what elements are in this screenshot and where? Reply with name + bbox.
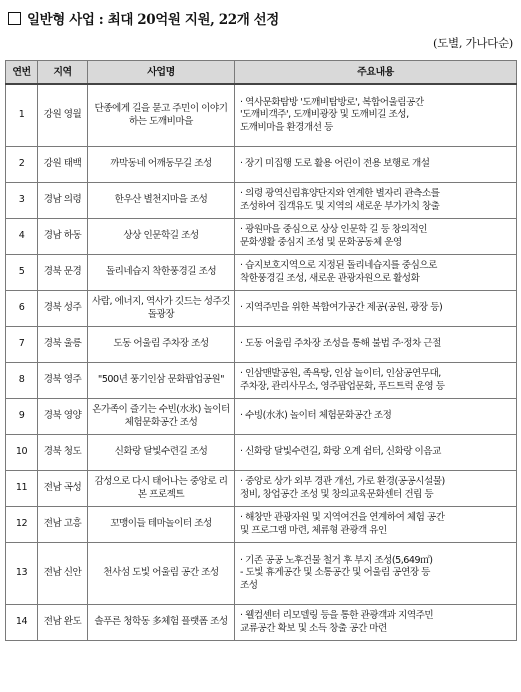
project-table [5, 60, 517, 641]
desc-line: - 도빛 휴게공간 및 소통공간 및 어울림 공연장 등 [240, 567, 430, 579]
cell-region: 경남 의령 [38, 183, 88, 219]
cell-name: 사람, 에너지, 역사가 깃드는 성주깃돌광장 [88, 291, 235, 327]
cell-no: 4 [6, 219, 38, 255]
cell-name: 천사섬 도빛 어울림 공간 조성 [88, 543, 235, 605]
cell-region: 경북 울릉 [38, 327, 88, 363]
cell-region: 전남 고흥 [38, 507, 88, 543]
section-heading [8, 8, 279, 28]
col-header-no: 연번 [6, 61, 38, 85]
desc-line: 및 프로그램 마련, 체류형 관광객 유인 [240, 524, 387, 536]
cell-region: 강원 영월 [38, 84, 88, 147]
table-row [6, 183, 517, 219]
col-header-name: 사업명 [88, 61, 235, 85]
cell-desc [235, 291, 517, 327]
table-row [6, 84, 517, 147]
cell-no: 3 [6, 183, 38, 219]
cell-name: 한우산 별천지마을 조성 [88, 183, 235, 219]
desc-line: 도깨비마을 환경개선 등 [240, 121, 333, 133]
cell-desc [235, 183, 517, 219]
cell-desc [235, 84, 517, 147]
checkbox-square-icon [8, 12, 21, 25]
desc-line: · 중앙로 상가 외부 경관 개선, 가로 환경(공공시설물) [240, 476, 445, 488]
cell-desc [235, 327, 517, 363]
desc-line: · 해창만 관광자원 및 지역여건을 연계하여 체험 공간 [240, 512, 445, 524]
cell-region: 경북 청도 [38, 435, 88, 471]
cell-region: 경북 성주 [38, 291, 88, 327]
desc-line: · 습지보호지역으로 지정된 돌리네습지를 중심으로 [240, 260, 437, 272]
cell-desc [235, 363, 517, 399]
table-row [6, 605, 517, 641]
desc-line: · 역사문화탐방 '도깨비탐방로', 복합어울림공간 [240, 96, 424, 108]
desc-line: · 신화랑 달빛수련길, 화랑 오계 쉼터, 신화랑 이음교 [240, 446, 441, 458]
cell-desc [235, 147, 517, 183]
desc-line: '도깨비객주', 도깨비광장 및 도깨비길 조성, [240, 109, 409, 121]
cell-desc [235, 471, 517, 507]
cell-no: 1 [6, 84, 38, 147]
cell-name: 단종에게 길을 묻고 주민이 이야기하는 도깨비마을 [88, 84, 235, 147]
cell-desc [235, 435, 517, 471]
cell-desc [235, 255, 517, 291]
cell-name: 꼬맹이들 테마놀이터 조성 [88, 507, 235, 543]
cell-no: 13 [6, 543, 38, 605]
desc-line: · 의령 광역신림휴양단지와 연계한 별자리 관측소를 [240, 188, 440, 200]
cell-region: 경북 영양 [38, 399, 88, 435]
table-body [6, 84, 517, 641]
desc-line: 착한풍경길 조성, 새로운 관광자원으로 활성화 [240, 272, 420, 284]
table-row [6, 543, 517, 605]
cell-region: 경남 하동 [38, 219, 88, 255]
cell-no: 14 [6, 605, 38, 641]
table-row [6, 363, 517, 399]
cell-no: 11 [6, 471, 38, 507]
cell-no: 6 [6, 291, 38, 327]
cell-region: 전남 신안 [38, 543, 88, 605]
col-header-region: 지역 [38, 61, 88, 85]
table-row [6, 471, 517, 507]
cell-desc [235, 219, 517, 255]
cell-name: 온가족이 즐기는 수빈(水氷) 놀이터 체험문화공간 조성 [88, 399, 235, 435]
desc-line: · 지역주민을 위한 복합여가공간 제공(공원, 광장 등) [240, 302, 443, 314]
desc-line: 주차장, 관리사무소, 영주팝업문화, 푸드트럭 운영 등 [240, 380, 445, 392]
cell-region: 강원 태백 [38, 147, 88, 183]
cell-name: 감성으로 다시 태어나는 중앙로 리본 프로젝트 [88, 471, 235, 507]
table-row [6, 435, 517, 471]
desc-line: · 웰컴센터 리모델링 등을 통한 관광객과 지역주민 [240, 610, 434, 622]
desc-line: 교류공간 확보 및 소득 창출 공간 마련 [240, 622, 387, 634]
cell-desc [235, 543, 517, 605]
cell-name: 돌리네습지 착한풍경길 조성 [88, 255, 235, 291]
cell-no: 5 [6, 255, 38, 291]
cell-name: 상상 인문학길 조성 [88, 219, 235, 255]
desc-line: 조성 [240, 579, 258, 591]
desc-line: · 수빙(水氷) 놀이터 체험문화공간 조정 [240, 410, 392, 422]
cell-no: 12 [6, 507, 38, 543]
desc-line: 문화생활 중심지 조성 및 문화공동체 운영 [240, 236, 402, 248]
desc-line: 조성하여 집객유도 및 지역의 새로운 부가가치 창출 [240, 200, 440, 212]
desc-line: · 광원마을 중심으로 상상 인문학 길 등 창의적인 [240, 224, 427, 236]
desc-line: 정비, 창업공간 조성 및 창의교육문화센터 건립 등 [240, 488, 434, 500]
cell-region: 전남 곡성 [38, 471, 88, 507]
table-row [6, 507, 517, 543]
cell-no: 7 [6, 327, 38, 363]
cell-no: 8 [6, 363, 38, 399]
desc-line: · 장기 미집행 도로 활용 어린이 전용 보행로 개설 [240, 158, 430, 170]
cell-name: 까막동네 어깨동무길 조성 [88, 147, 235, 183]
table-row [6, 255, 517, 291]
cell-name: 솔푸른 청학동 多체험 플랫폼 조성 [88, 605, 235, 641]
table-row [6, 147, 517, 183]
cell-no: 10 [6, 435, 38, 471]
table-header-row [6, 61, 517, 85]
cell-region: 경북 영주 [38, 363, 88, 399]
cell-desc [235, 507, 517, 543]
cell-region: 전남 완도 [38, 605, 88, 641]
cell-no: 9 [6, 399, 38, 435]
cell-name: 신화랑 달빛수련길 조성 [88, 435, 235, 471]
desc-line: · 기존 공공 노후건물 철거 후 부지 조성(5,649㎡) [240, 554, 433, 566]
table-row [6, 219, 517, 255]
desc-line: · 도동 어울림 주차장 조성을 통해 불법 주·정차 근절 [240, 338, 441, 350]
col-header-desc: 주요내용 [235, 61, 517, 85]
table-row [6, 291, 517, 327]
cell-region: 경북 문경 [38, 255, 88, 291]
table-row [6, 327, 517, 363]
cell-name: 도동 어울림 주차장 조성 [88, 327, 235, 363]
desc-line: · 인삼맨발공원, 족욕탕, 인삼 놀이터, 인삼공연무대, [240, 368, 441, 380]
sort-note: (도별, 가나다순) [433, 36, 513, 50]
heading-text: 일반형 사업 : 최대 20억원 지원, 22개 선정 [27, 12, 279, 28]
table-row [6, 399, 517, 435]
cell-desc [235, 605, 517, 641]
cell-desc [235, 399, 517, 435]
cell-no: 2 [6, 147, 38, 183]
cell-name: "500년 풍기인삼 문화팝업공원" [88, 363, 235, 399]
